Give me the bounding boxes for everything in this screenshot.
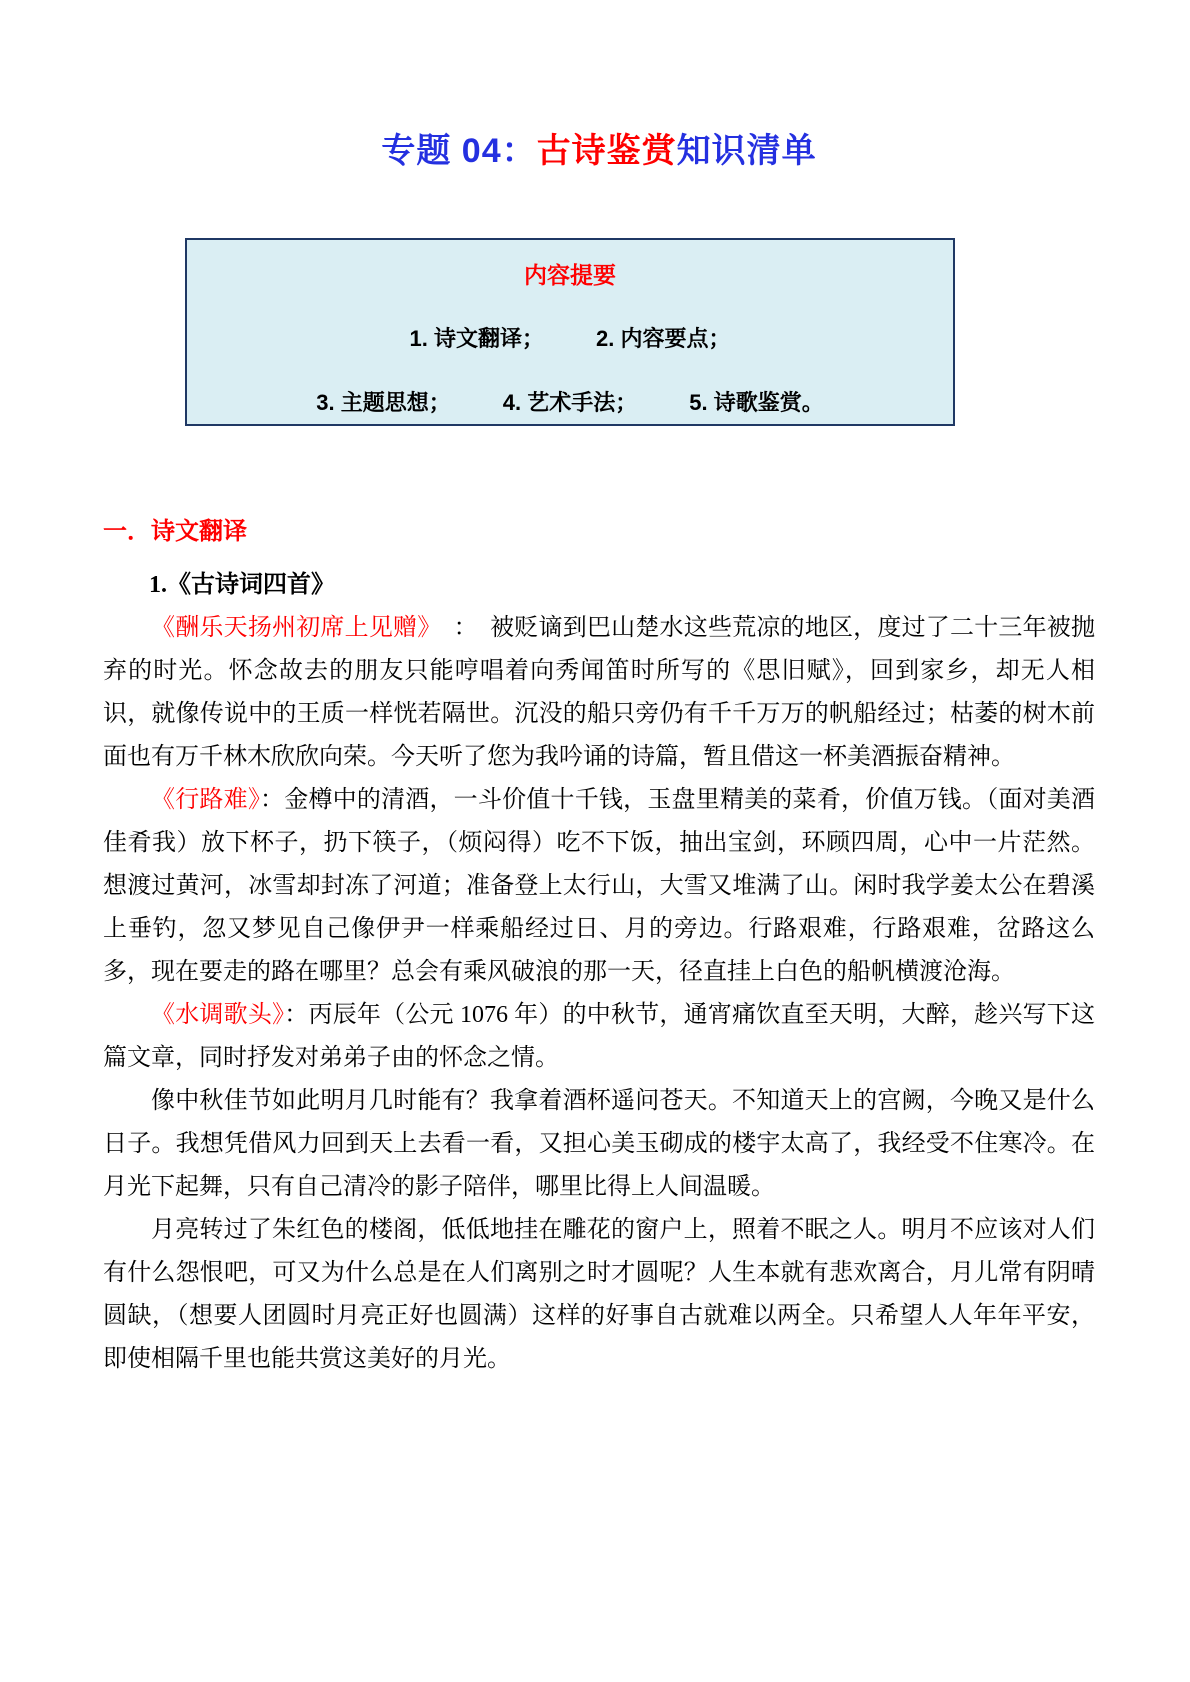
paragraph-chouletian bbox=[103, 607, 1095, 779]
paragraph-shuidiaogetou bbox=[103, 994, 1095, 1080]
paragraph-separator: ： bbox=[284, 1002, 309, 1028]
paragraph-text: 金樽中的清酒，一斗价值十千钱，玉盘里精美的菜肴，价值万钱。（面对美酒佳肴我）放下杯子，扔下筷子，（烦闷得）吃不下饭，抽出宝剑，环顾四周，心中一片茫然。想渡过黄河，冰雪却封冻了河道；准备登上太行山，大雪又堆满了山。闲时我学姜太公在碧溪上垂钓，忽又梦见自己像伊尹一样乘船经过日、月的旁边。行路艰难，行路艰难，岔路这么多，现在要走的路在哪里？总会有乘风破浪的那一天，径直挂上白色的船帆横渡沧海。 bbox=[103, 787, 1096, 985]
poem-title-shuidiaogetou: 《水调歌头》 bbox=[151, 1002, 285, 1028]
poem-title-xinglunan: 《行路难》 bbox=[151, 787, 261, 813]
section-heading-translation: 一．诗文翻译 bbox=[103, 518, 247, 545]
summary-item-5: 5. 诗歌鉴赏。 bbox=[689, 390, 824, 415]
title-part-subject: 古诗鉴赏 bbox=[536, 132, 677, 170]
summary-item-4: 4. 艺术手法； bbox=[502, 390, 638, 415]
title-part-topic: 专题 04： bbox=[381, 132, 537, 170]
poem-title-chouletian: 《酬乐天扬州初席上见赠》 bbox=[151, 615, 430, 641]
paragraph-separator: ： bbox=[429, 615, 491, 641]
paragraph-text: 丙辰年（公元 1076 年）的中秋节，通宵痛饮直至天明，大醉，趁兴写下这篇文章，同时抒发对弟弟子由的怀念之情。 bbox=[103, 1002, 1096, 1071]
title-part-suffix: 知识清单 bbox=[676, 132, 817, 170]
summary-item-3: 3. 主题思想； bbox=[316, 390, 451, 415]
paragraph-shuidiaogetou-2 bbox=[103, 1080, 1095, 1209]
summary-row-1 bbox=[187, 326, 953, 352]
paragraph-text: 月亮转过了朱红色的楼阁，低低地挂在雕花的窗户上，照着不眠之人。明月不应该对人们有什么怨恨吧，可又为什么总是在人们离别之时才圆呢？人生本就有悲欢离合，月儿常有阴晴圆缺，（想要人团圆时月亮正好也圆满）这样的好事自古就难以两全。只希望人人年年平安，即使相隔千里也能共赏这美好的月光。 bbox=[103, 1217, 1095, 1372]
page-title bbox=[103, 130, 1095, 172]
summary-item-1: 1. 诗文翻译； bbox=[409, 326, 544, 351]
paragraph-xinglunan bbox=[103, 779, 1095, 994]
paragraph-text: 被贬谪到巴山楚水这些荒凉的地区，度过了二十三年被抛弃的时光。怀念故去的朋友只能哼唱着向秀闻笛时所写的《思旧赋》，回到家乡，却无人相识，就像传说中的王质一样恍若隔世。沉没的船只旁仍有千千万万的帆船经过；枯萎的树木前面也有万千林木欣欣向荣。今天听了您为我吟诵的诗篇，暂且借这一杯美酒振奋精神。 bbox=[103, 615, 1096, 770]
summary-row-2 bbox=[187, 390, 953, 416]
paragraph-shuidiaogetou-3 bbox=[103, 1209, 1095, 1381]
paragraph-text: 像中秋佳节如此明月几时能有？我拿着酒杯遥问苍天。不知道天上的宫阙，今晚又是什么日子。我想凭借风力回到天上去看一看，又担心美玉砌成的楼宇太高了，我经受不住寒冷。在月光下起舞，只有自己清冷的影子陪伴，哪里比得上人间温暖。 bbox=[103, 1088, 1095, 1200]
paragraph-separator: ： bbox=[260, 787, 285, 813]
summary-item-2: 2. 内容要点； bbox=[596, 326, 731, 351]
summary-box-title: 内容提要 bbox=[524, 262, 616, 288]
subheading-poems: 1.《古诗词四首》 bbox=[149, 572, 335, 598]
summary-box bbox=[185, 238, 955, 426]
